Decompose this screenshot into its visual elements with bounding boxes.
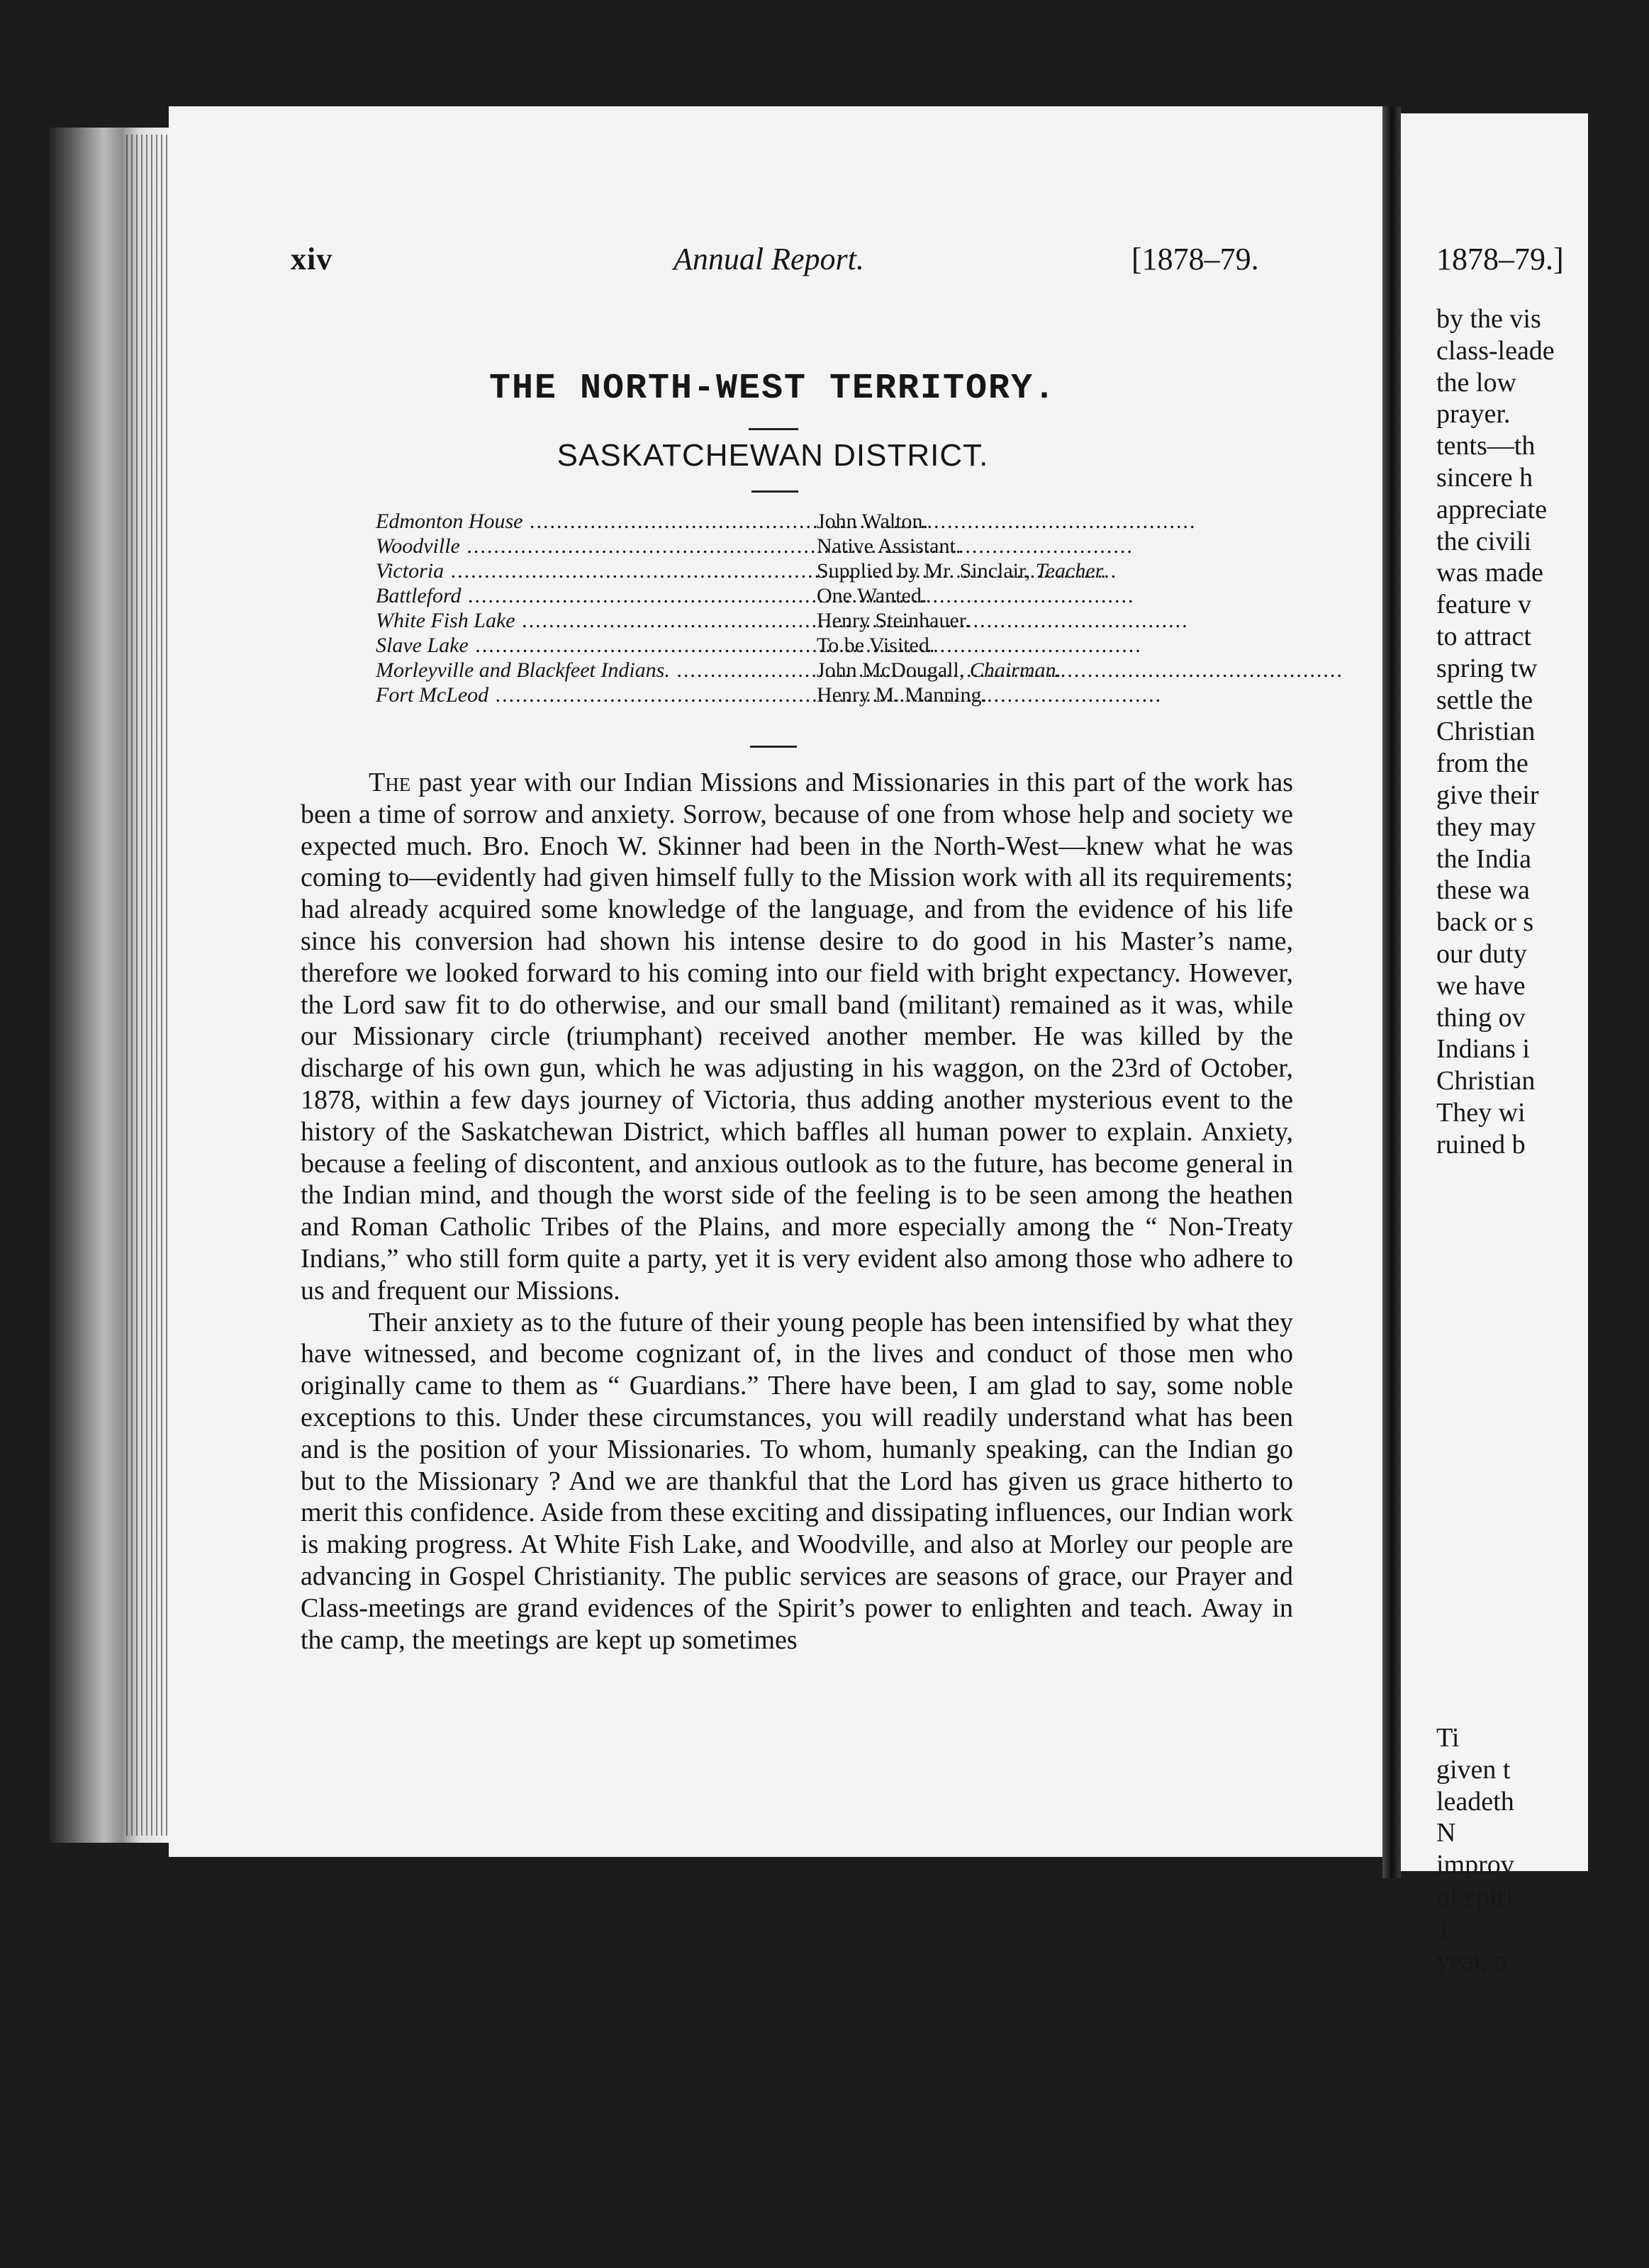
page-stack-lines (126, 135, 169, 1836)
right-page-line: Christian (1436, 717, 1536, 747)
running-title: Annual Report. (673, 242, 864, 276)
station-row (376, 658, 1269, 683)
right-page-line: tents—th (1436, 431, 1536, 461)
station-missionary (817, 558, 1107, 583)
right-page-line: year, a (1436, 1945, 1507, 1975)
right-page-line: class-leade (1436, 335, 1555, 366)
book-gutter (1382, 106, 1401, 1878)
missionary-name: Native Assistant. (817, 534, 961, 558)
paragraph-lead: The (369, 768, 411, 797)
right-page-line: spring tw (1436, 653, 1538, 683)
page-number: xiv (291, 242, 333, 276)
right-page-line: N (1436, 1818, 1456, 1848)
station-place: Battleford ..... (376, 583, 787, 608)
station-place: Slave Lake ..... (376, 633, 787, 658)
right-page-line: thing ov (1436, 1002, 1526, 1033)
right-page-line: settle the (1436, 685, 1533, 715)
right-page-line: they may (1436, 812, 1536, 842)
station-row (376, 509, 1269, 534)
right-page-line: the India (1436, 843, 1532, 874)
right-page-line: give their (1436, 780, 1539, 810)
station-missionary (817, 509, 928, 534)
right-page-line: leadeth (1436, 1786, 1514, 1817)
station-row (376, 608, 1269, 633)
station-missionary (817, 583, 927, 608)
right-page-line: given t (1436, 1754, 1511, 1785)
missionary-name: John Walton. (817, 510, 929, 533)
station-missionary (817, 683, 987, 707)
right-page-line: ruined b (1436, 1129, 1526, 1160)
station-place: Victoria ..... (376, 558, 787, 583)
station-place: White Fish Lake ..... (376, 608, 787, 633)
right-page-header: 1878–79.] (1436, 242, 1564, 276)
list-rule (750, 746, 797, 748)
missionary-name: Henry Steinhauer. (817, 609, 971, 632)
right-page-line: we have (1436, 970, 1526, 1001)
missionary-name: One Wanted. (817, 584, 927, 607)
missionary-name: John McDougall, (817, 658, 965, 682)
right-page-line: the civili (1436, 526, 1532, 556)
paragraph-2: Their anxiety as to the future of their young people has been intensified by what they have witnessed, and become cognizant of, in the lives and conduct of those men who originally came to them as “ Guardians.” There have been, I am glad to say, some noble exceptions to this. Under these circumstances, you will readily understand what has been and is the position of your Missionaries. To whom, humanly speaking, can the Indian go but to the Missionary ? And we are thankful that the Lord has given us grace hitherto to merit this confidence. Aside from these exciting and dissipating influences, our Indian work is making progress. At White Fish Lake, and Woodville, and also at Morley our people are advancing in Gospel Christianity. The public services are seasons of grace, our Prayer and Class-meetings are grand evidences of the Spirit’s power to enlighten and teach. Away in the camp, the meetings are kept up sometimes (301, 1307, 1293, 1655)
station-row (376, 633, 1269, 658)
right-page-line: to attract (1436, 621, 1531, 651)
right-page-line: of spiri (1436, 1881, 1514, 1911)
right-page-line: sincere h (1436, 462, 1533, 493)
right-page-line: appreciate (1436, 494, 1548, 524)
right-page-line: our duty (1436, 938, 1527, 969)
missionary-name: Supplied by Mr. Sinclair, (817, 559, 1031, 583)
missionary-role: Chairman. (969, 658, 1062, 682)
right-page-text-top (1436, 303, 1555, 1161)
missionary-name: Henry M. Manning. (817, 683, 987, 707)
right-page-line: these wa (1436, 875, 1530, 906)
right-page-text-bottom (1436, 1722, 1514, 1976)
station-missionary (817, 608, 971, 633)
report-body (301, 767, 1293, 1656)
station-place: Fort McLeod ..... (376, 683, 787, 707)
station-missionary (817, 534, 961, 558)
section-title: THE NORTH-WEST TERRITORY. (488, 369, 1057, 409)
station-row (376, 583, 1269, 608)
right-page-line: Ti (1436, 1723, 1460, 1753)
right-page-line: feature v (1436, 590, 1531, 620)
station-list (376, 509, 1269, 707)
station-row (376, 558, 1269, 583)
right-page-line: by the vis (1436, 304, 1541, 334)
paragraph-1 (301, 767, 1293, 1307)
right-page-line: They wi (1436, 1097, 1526, 1128)
missionary-role: Teacher. (1035, 559, 1107, 583)
paragraph-1-text: past year with our Indian Missions and Missionaries in this part of the work has been a time of sorrow and anxiety. Sorrow, because of one from whose help and society we expected much. Bro. Enoch W. Skinner had been in the North-West—knew what he was coming to—evidently had given himself fully to the Mission work with all its requirements; had already acquired some knowledge of the language, and from the evidence of his life since his conversion had shown his intense desire to do good in his Master’s name, therefore we looked forward to his coming into our field with bright expectancy. However, the Lord saw fit to do otherwise, and our small band (militant) remained as it was, while our Missionary circle (triumphant) received another member. He was killed by the discharge of his own gun, which he was adjusting in his waggon, on the 23rd of October, 1878, within a few days journey of Victoria, thus adding another mysterious event to the history of the Saskatchewan District, which baffles all human power to explain. Anxiety, because a feeling of discontent, and anxious outlook as to the future, has become general in the Indian mind, and though the worst side of the feeling is to be seen among the heathen and Roman Catholic Tribes of the Plains, and more especially among the “ Non-Treaty Indians,” who still form quite a party, yet it is very evident also among those who adhere to us and frequent our Missions. (301, 768, 1293, 1306)
district-subtitle: SASKATCHEWAN DISTRICT. (557, 438, 989, 473)
header-year: [1878–79. (1131, 242, 1259, 276)
right-page-line: was made (1436, 558, 1543, 588)
subtitle-rule (751, 490, 798, 493)
station-place: Edmonton House ..... (376, 509, 787, 534)
right-page-line: improv (1436, 1850, 1514, 1880)
right-page-line: Indians i (1436, 1034, 1530, 1065)
station-row (376, 534, 1269, 558)
right-page-line: Christian (1436, 1066, 1536, 1096)
station-missionary (817, 633, 934, 658)
right-page-line: prayer. (1436, 399, 1511, 430)
missionary-name: To be Visited. (817, 634, 935, 657)
station-row (376, 683, 1269, 707)
right-page-line: from the (1436, 748, 1528, 779)
title-rule (749, 428, 798, 430)
station-place: Woodville ..... (376, 534, 787, 558)
right-page-line: T (1436, 1913, 1453, 1943)
station-place: Morleyville and Blackfeet Indians. ..... (376, 658, 787, 683)
right-page-line: back or s (1436, 907, 1534, 938)
station-missionary (817, 658, 1061, 683)
right-page-line: the low (1436, 367, 1516, 398)
right-page (1401, 113, 1588, 1975)
